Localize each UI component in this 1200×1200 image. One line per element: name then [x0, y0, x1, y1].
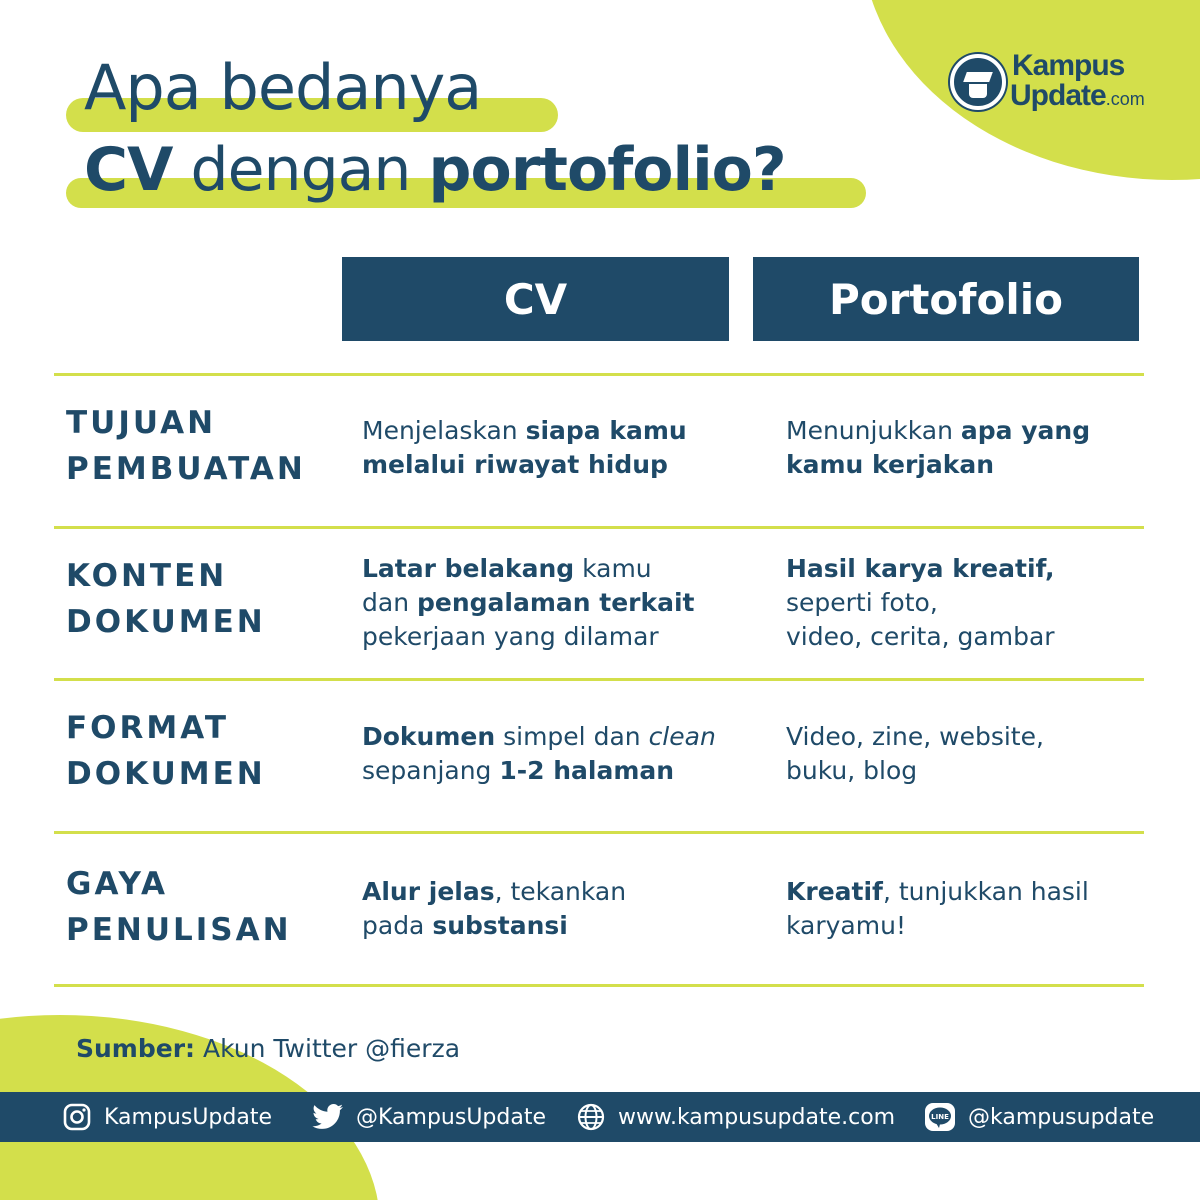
row-label-format-dokumen	[66, 705, 266, 797]
cell-text: buku, blog	[786, 756, 918, 785]
cell-text: , tekankan	[494, 877, 627, 906]
graduation-cap-icon	[950, 54, 1006, 110]
cell-text: Video, zine, website,	[786, 722, 1044, 751]
cell-text: karyamu!	[786, 911, 906, 940]
table-divider	[54, 526, 1144, 529]
cell-text: simpel dan	[495, 722, 649, 751]
cell-line	[362, 720, 716, 754]
source-credit	[76, 1034, 460, 1063]
row-label-gaya-penulisan	[66, 861, 292, 953]
row-label-line: DOKUMEN	[66, 756, 266, 792]
cell-text: pada	[362, 911, 433, 940]
footer-line[interactable]	[924, 1092, 1154, 1142]
cell-cv	[362, 720, 716, 788]
footer-twitter-handle: @KampusUpdate	[356, 1104, 546, 1130]
row-label-line: DOKUMEN	[66, 604, 266, 640]
footer-website[interactable]	[576, 1092, 895, 1142]
cell-text: seperti foto,	[786, 588, 938, 617]
cell-line	[786, 448, 1090, 482]
cell-line	[362, 620, 695, 654]
cell-line	[362, 754, 716, 788]
column-header-portfolio: Portofolio	[753, 257, 1139, 341]
svg-text:LINE: LINE	[931, 1113, 949, 1121]
cell-line	[362, 448, 687, 482]
social-footer	[0, 1092, 1200, 1142]
row-label-line: GAYA	[66, 866, 168, 902]
title-portofolio: portofolio?	[428, 135, 786, 205]
row-label-konten-dokumen	[66, 553, 266, 645]
cell-portfolio	[786, 552, 1055, 654]
cell-line	[786, 414, 1090, 448]
cell-line	[786, 620, 1055, 654]
cell-line	[362, 552, 695, 586]
cell-cv	[362, 552, 695, 654]
twitter-icon	[312, 1103, 344, 1131]
cell-line	[786, 754, 1044, 788]
cell-line	[362, 414, 687, 448]
source-text: Akun Twitter @fierza	[195, 1034, 461, 1063]
cell-text-bold: substansi	[432, 911, 568, 940]
table-divider	[54, 373, 1144, 376]
cell-text: pekerjaan yang dilamar	[362, 622, 659, 651]
cell-cv	[362, 414, 687, 482]
footer-instagram-handle: KampusUpdate	[104, 1104, 272, 1130]
brand-logo-word: Update	[1010, 79, 1106, 112]
cell-line	[786, 909, 1089, 943]
row-label-tujuan-pembuatan	[66, 400, 306, 492]
brand-logo-line1: Kampus	[1012, 49, 1125, 82]
line-app-icon	[924, 1102, 956, 1132]
cell-text: clean	[648, 722, 716, 751]
cell-text: , tunjukkan hasil	[882, 877, 1089, 906]
cell-line	[362, 586, 695, 620]
cell-text-bold: siapa kamu	[525, 416, 687, 445]
row-label-line: FORMAT	[66, 710, 229, 746]
column-header-cv: CV	[342, 257, 729, 341]
page-title-line1: Apa bedanya	[84, 51, 482, 124]
cell-text-bold: melalui riwayat hidup	[362, 450, 668, 479]
cell-line	[786, 875, 1089, 909]
title-cv: CV	[84, 135, 173, 205]
cell-line	[362, 909, 626, 943]
footer-instagram[interactable]	[62, 1092, 272, 1142]
footer-website-url: www.kampusupdate.com	[618, 1104, 896, 1130]
table-divider	[54, 831, 1144, 834]
cell-text-bold: apa yang	[960, 416, 1091, 445]
cell-text-bold: Dokumen	[362, 722, 496, 751]
brand-logo-suffix: .com	[1105, 89, 1145, 109]
cell-portfolio	[786, 414, 1090, 482]
row-label-line: KONTEN	[66, 558, 228, 594]
cell-text: dan	[362, 588, 417, 617]
cell-text: video, cerita, gambar	[786, 622, 1055, 651]
cell-line	[786, 552, 1055, 586]
title-dengan: dengan	[172, 135, 429, 205]
footer-twitter[interactable]	[312, 1092, 546, 1142]
cell-text-bold: 1-2 halaman	[499, 756, 675, 785]
cell-text-bold: Hasil karya kreatif,	[786, 554, 1055, 583]
globe-icon	[576, 1102, 606, 1132]
cell-text: Menjelaskan	[362, 416, 526, 445]
cell-cv	[362, 875, 626, 943]
cell-line	[362, 875, 626, 909]
source-label: Sumber:	[76, 1034, 196, 1063]
cell-text-bold: Kreatif	[786, 877, 883, 906]
cell-text: Menunjukkan	[786, 416, 961, 445]
cell-text-bold: kamu kerjakan	[786, 450, 995, 479]
page-title-line2	[84, 130, 786, 210]
cell-text-bold: Alur jelas	[362, 877, 495, 906]
cell-text-bold: pengalaman terkait	[416, 588, 695, 617]
cell-line	[786, 720, 1044, 754]
row-label-line: PENULISAN	[66, 912, 292, 948]
cell-text: sepanjang	[362, 756, 500, 785]
cell-portfolio	[786, 720, 1044, 788]
row-label-line: PEMBUATAN	[66, 451, 306, 487]
table-divider	[54, 678, 1144, 681]
cell-portfolio	[786, 875, 1089, 943]
footer-line-handle: @kampusupdate	[968, 1104, 1155, 1130]
cell-text: kamu	[574, 554, 652, 583]
brand-logo	[950, 50, 1170, 120]
brand-logo-line2	[1010, 80, 1145, 115]
table-divider	[54, 984, 1144, 987]
cell-line	[786, 586, 1055, 620]
instagram-icon	[62, 1102, 92, 1132]
cell-text-bold: Latar belakang	[362, 554, 575, 583]
row-label-line: TUJUAN	[66, 405, 217, 441]
